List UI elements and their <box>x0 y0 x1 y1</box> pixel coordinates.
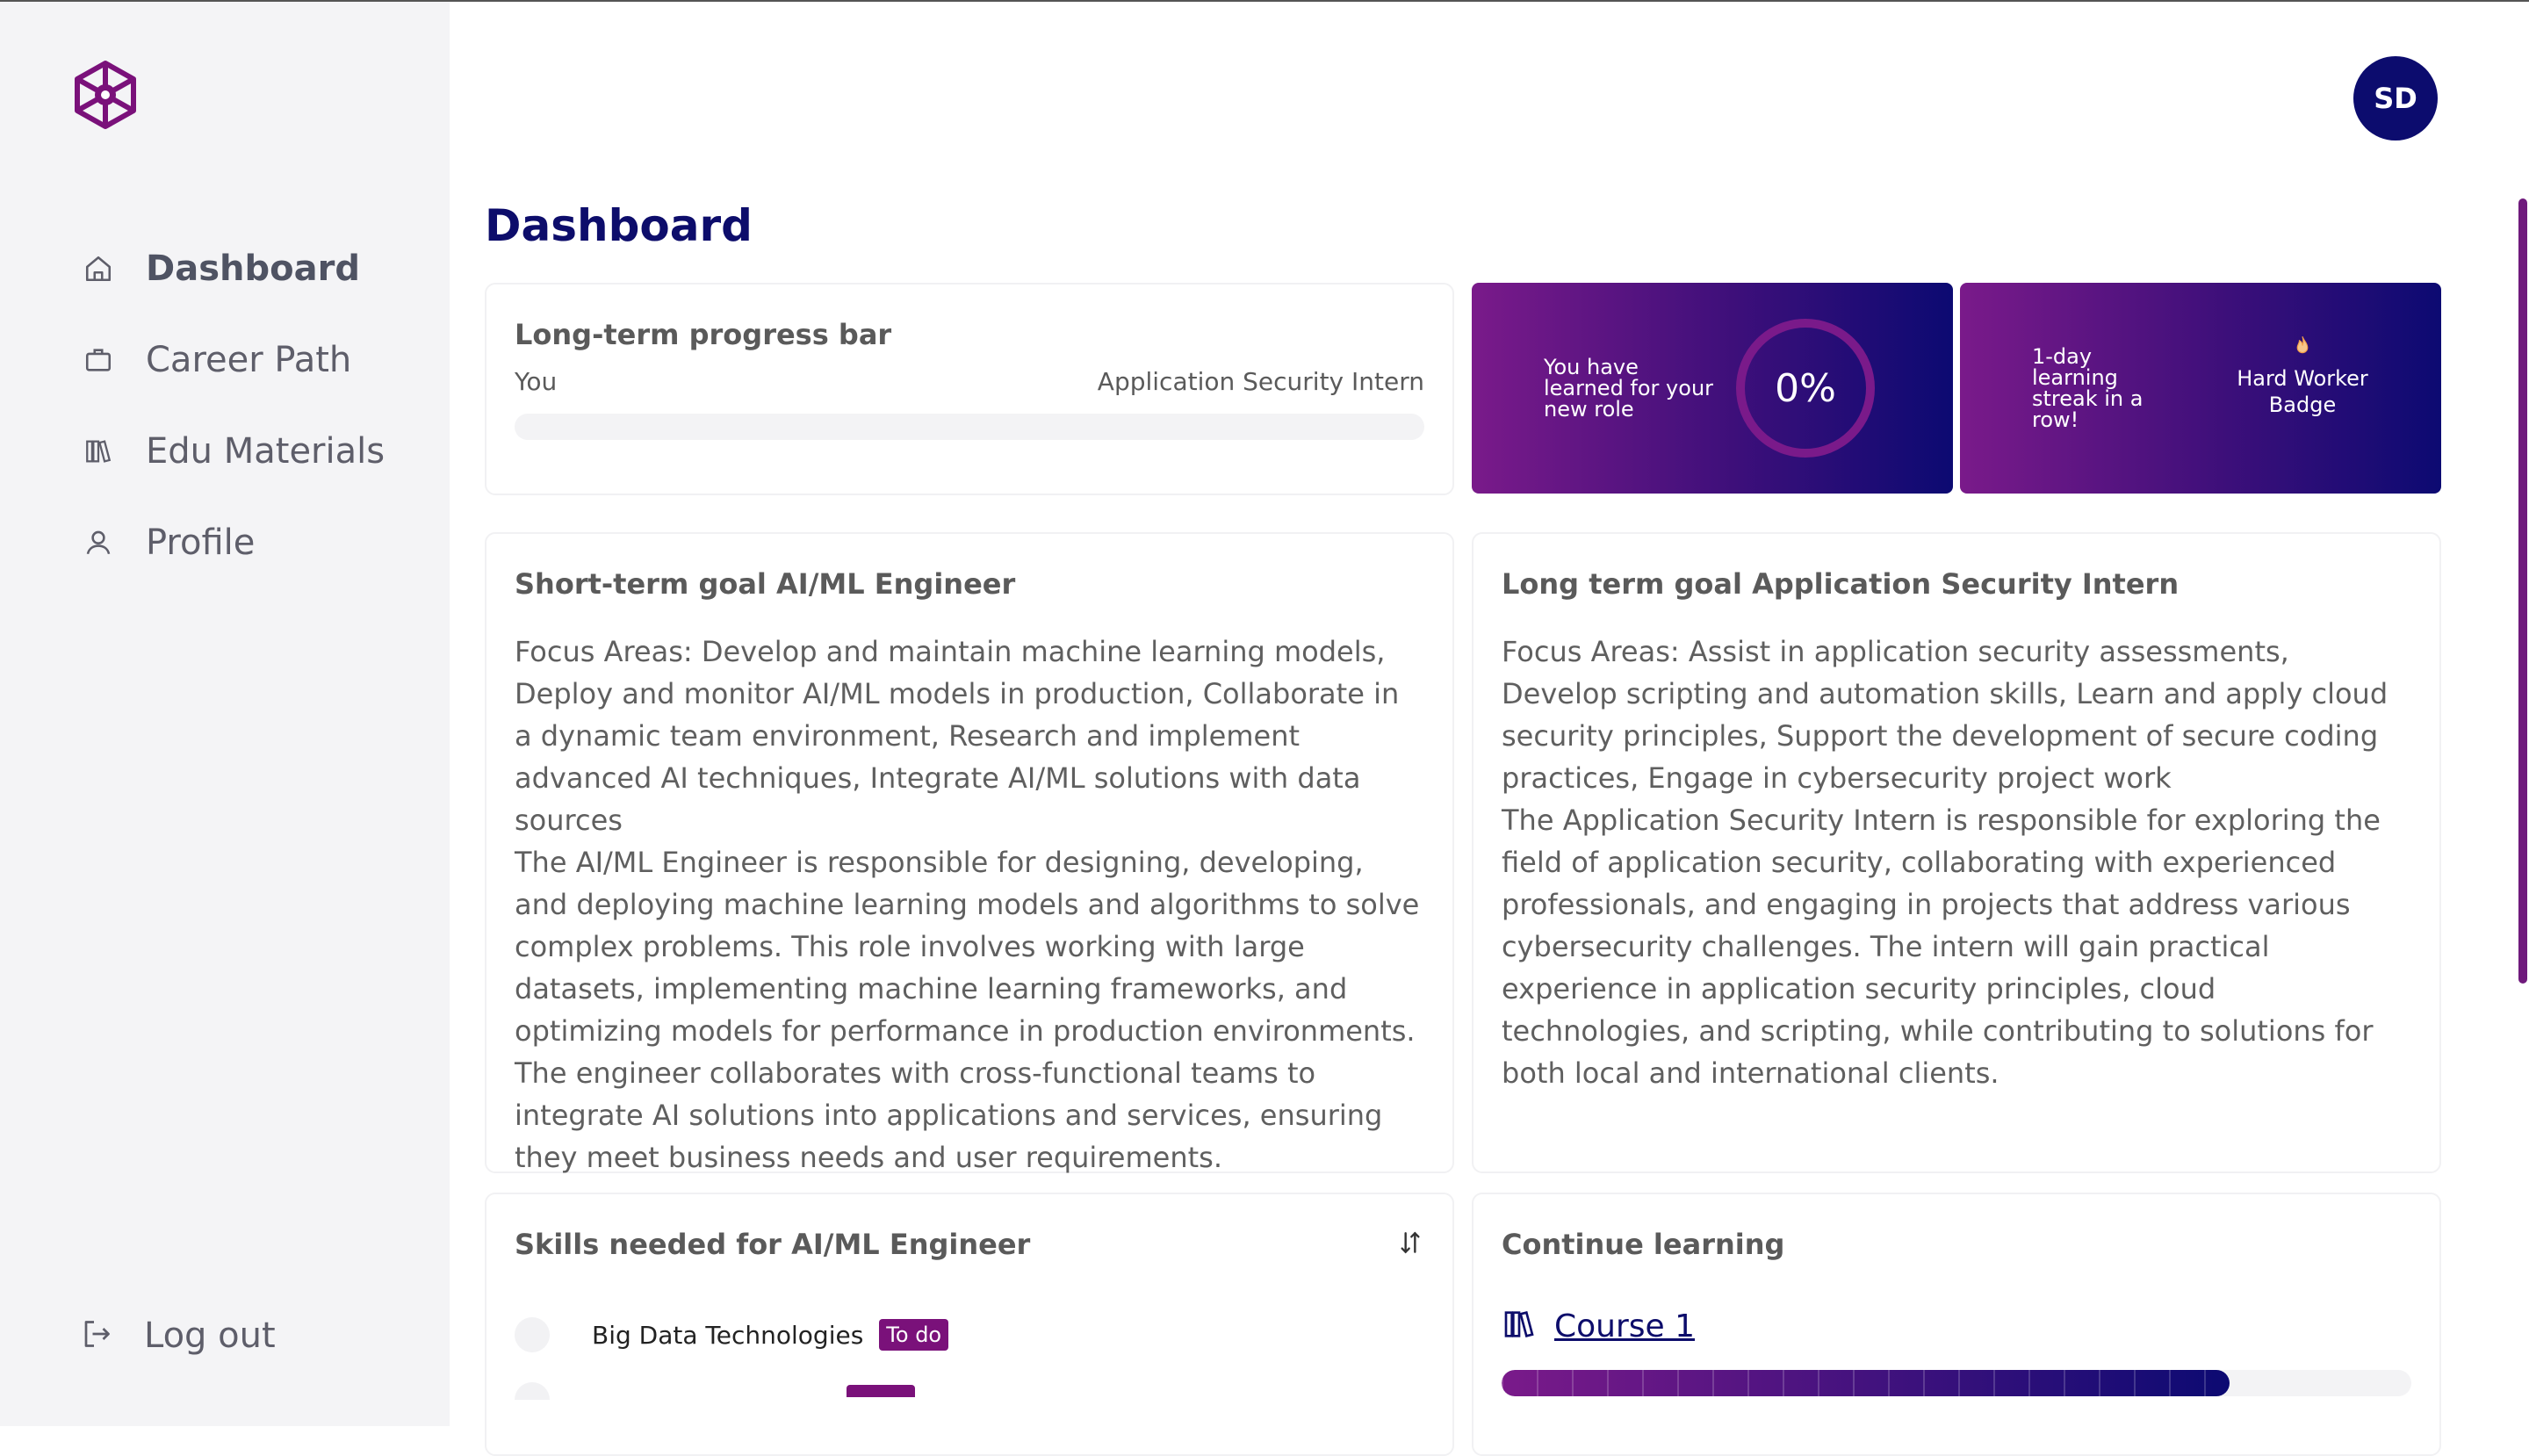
streak-stat-card <box>1960 283 2441 494</box>
skills-title: Skills needed for AI/ML Engineer <box>515 1228 1031 1261</box>
long-goal-focus: Focus Areas: Assist in application security assessments, Develop scripting and automation skills, Learn and apply cloud security principles, Support the development of secure coding practices, Engage in cybersecurity project work <box>1502 635 2388 795</box>
scrollbar[interactable] <box>2518 198 2527 984</box>
short-term-goal-card <box>485 532 1454 1173</box>
logout-button[interactable] <box>81 1315 276 1356</box>
briefcase-icon <box>81 342 116 378</box>
course-progress-fill <box>1502 1370 2230 1396</box>
progress-right-label: Application Security Intern <box>1097 367 1424 396</box>
logout-label: Log out <box>144 1315 276 1356</box>
sidebar-item-career-path[interactable] <box>81 314 385 406</box>
sort-icon[interactable] <box>1396 1229 1424 1260</box>
learned-text: You have learned for your new role <box>1544 355 1714 422</box>
long-goal-description: The Application Security Intern is responsible for exploring the field of application security, collaborating with experienced professionals, and engaging in projects that address various cybersecurity challenges. The intern will gain practical experience in application security principles, cloud technologies, and scripting, while contributing to solutions for both local and international clients. <box>1502 804 2381 1090</box>
sidebar-item-label: Profile <box>146 523 256 563</box>
page-title: Dashboard <box>485 200 753 251</box>
sidebar-nav <box>81 223 385 588</box>
flame-icon <box>2290 335 2315 362</box>
short-goal-focus: Focus Areas: Develop and maintain machine learning models, Deploy and monitor AI/ML models in production, Collaborate in a dynamic team environment, Research and implement advanced AI techniques, Integrate AI/ML solutions with data sources <box>515 635 1400 837</box>
status-badge: To do <box>879 1319 948 1351</box>
sidebar-item-label: Edu Materials <box>146 431 385 472</box>
sidebar-item-dashboard[interactable] <box>81 223 385 314</box>
avatar[interactable]: SD <box>2353 56 2438 141</box>
learned-stat-card <box>1472 283 1953 494</box>
badge-label: Hard Worker Badge <box>2237 366 2368 417</box>
progress-labels <box>515 367 1424 396</box>
long-goal-title: Long term goal Application Security Intern <box>1502 567 2180 601</box>
books-icon <box>1502 1307 1537 1345</box>
short-goal-description: The AI/ML Engineer is responsible for designing, developing, and deploying machine learning models and algorithms to solve complex problems. This role involves working with large datasets, implementing machine learning frameworks, and optimizing models for performance in production environments. The engineer collaborates with cross-functional teams to integrate AI solutions into applications and services, ensuring they meet business needs and user requirements. <box>515 846 1420 1174</box>
status-badge-partial <box>847 1385 915 1397</box>
user-icon <box>81 525 116 560</box>
course-progress-bar <box>1502 1370 2411 1396</box>
sidebar-item-label: Dashboard <box>146 249 360 289</box>
progress-title: Long-term progress bar <box>515 318 892 351</box>
short-goal-title: Short-term goal AI/ML Engineer <box>515 567 1016 601</box>
sidebar-item-label: Career Path <box>146 340 352 380</box>
sidebar-item-profile[interactable] <box>81 497 385 588</box>
progress-left-label: You <box>515 367 558 396</box>
sidebar-item-edu-materials[interactable] <box>81 406 385 497</box>
skill-item <box>515 1317 1424 1352</box>
skill-name: Big Data Technologies <box>592 1320 864 1350</box>
streak-text: 1-day learning streak in a row! <box>2032 344 2144 432</box>
course-row <box>1502 1307 2411 1345</box>
course-link[interactable]: Course 1 <box>1554 1308 1696 1344</box>
learned-value: 0% <box>1775 365 1836 411</box>
home-icon <box>81 251 116 286</box>
continue-learning-card <box>1472 1193 2441 1456</box>
skill-checkbox[interactable] <box>515 1317 550 1352</box>
continue-title: Continue learning <box>1502 1228 1785 1261</box>
long-goal-body <box>1502 631 2411 1094</box>
logo-icon[interactable] <box>68 58 142 132</box>
progress-bar <box>515 414 1424 440</box>
long-term-goal-card <box>1472 532 2441 1173</box>
skill-checkbox[interactable] <box>515 1382 550 1400</box>
progress-card <box>485 283 1454 495</box>
sidebar <box>0 2 450 1426</box>
logout-icon <box>81 1318 116 1353</box>
skills-card <box>485 1193 1454 1456</box>
badge <box>2206 335 2399 418</box>
books-icon <box>81 434 116 469</box>
skill-item-partial <box>515 1382 1424 1400</box>
short-goal-body <box>515 631 1424 1178</box>
